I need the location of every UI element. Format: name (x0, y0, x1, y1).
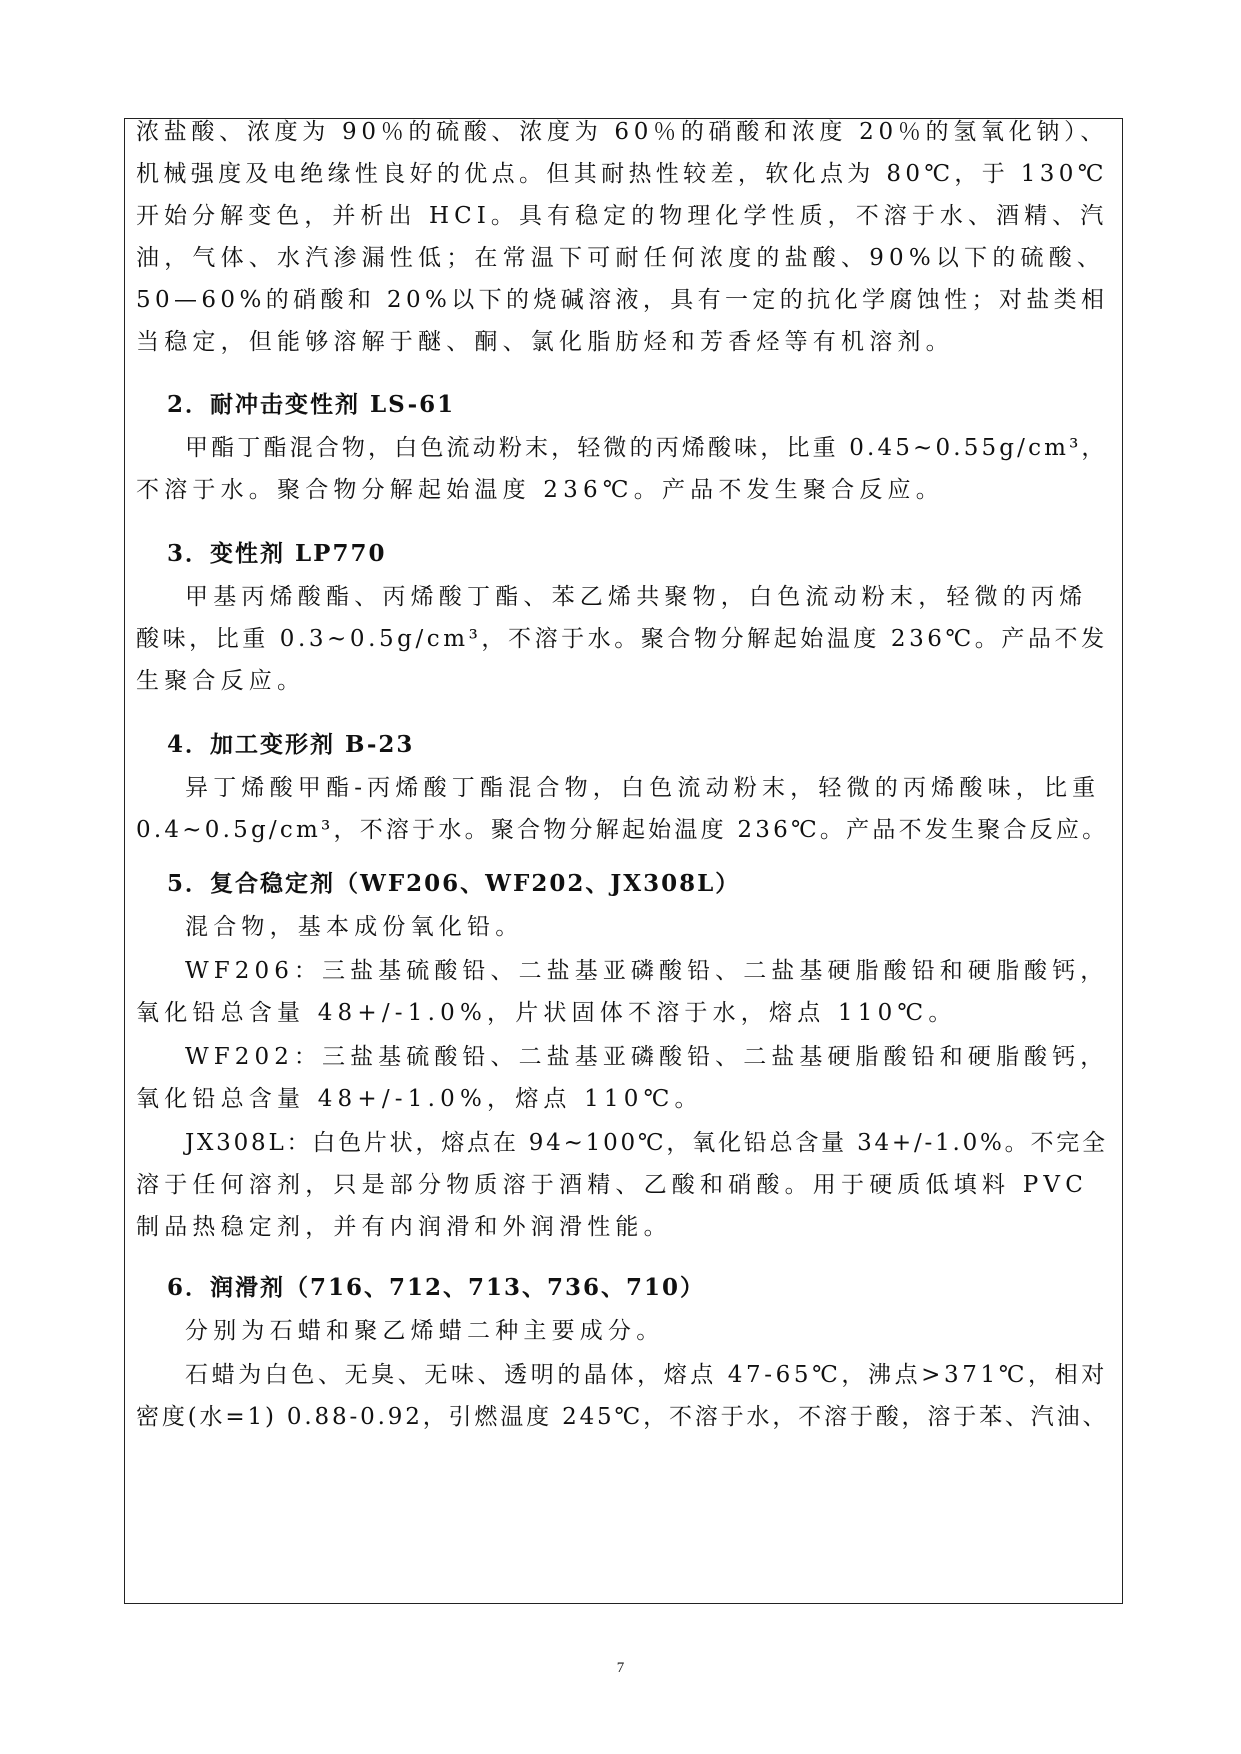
text-line: 混合物，基本成份氧化铅。 (185, 914, 524, 940)
text-line: 当稳定，但能够溶解于醚、酮、氯化脂肪烃和芳香烃等有机溶剂。 (136, 329, 954, 355)
text-line: WF206：三盐基硫酸铅、二盐基亚磷酸铅、二盐基硬脂酸铅和硬脂酸钙， (185, 958, 1109, 984)
text-line: 溶于任何溶剂，只是部分物质溶于酒精、乙酸和硝酸。用于硬质低填料 PVC (136, 1172, 1088, 1198)
text-line: 生聚合反应。 (136, 668, 306, 694)
text-line: 0.4~0.5g/cm³，不溶于水。聚合物分解起始温度 236℃。产品不发生聚合反应。 (136, 817, 1109, 843)
text-line: 开始分解变色，并析出 HCI。具有稳定的物理化学性质，不溶于水、酒精、汽 (136, 203, 1109, 229)
text-line: 不溶于水。聚合物分解起始温度 236℃。产品不发生聚合反应。 (136, 477, 944, 503)
section-heading: 5．复合稳定剂（WF206、WF202、JX308L） (167, 870, 741, 897)
text-line: JX308L：白色片状，熔点在 94~100℃，氧化铅总含量 34+/-1.0%。不完全 (185, 1130, 1108, 1156)
section-heading: 6．润滑剂（716、712、713、736、710） (167, 1274, 706, 1301)
text-line: 异丁烯酸甲酯-丙烯酸丁酯混合物，白色流动粉末，轻微的丙烯酸味，比重 (185, 775, 1101, 801)
text-line: 酸味，比重 0.3~0.5g/cm³，不溶于水。聚合物分解起始温度 236℃。产品不发 (136, 626, 1108, 652)
text-line: 密度(水=1) 0.88-0.92，引燃温度 245℃，不溶于水，不溶于酸，溶于苯、汽油、 (136, 1404, 1109, 1430)
text-line: WF202：三盐基硫酸铅、二盐基亚磷酸铅、二盐基硬脂酸铅和硬脂酸钙， (185, 1044, 1109, 1070)
text-line: 浓盐酸、浓度为 90％的硫酸、浓度为 60％的硝酸和浓度 20％的氢氧化钠）、 (136, 119, 1109, 145)
text-line: 甲基丙烯酸酯、丙烯酸丁酯、苯乙烯共聚物，白色流动粉末，轻微的丙烯 (185, 584, 1088, 610)
text-line: 石蜡为白色、无臭、无味、透明的晶体，熔点 47-65℃，沸点>371℃，相对 (185, 1362, 1108, 1388)
text-line: 氧化铅总含量 48+/-1.0%，片状固体不溶于水，熔点 110℃。 (136, 1000, 957, 1026)
text-line: 50—60%的硝酸和 20%以下的烧碱溶液，具有一定的抗化学腐蚀性；对盐类相 (136, 287, 1109, 313)
section-heading: 3．变性剂 LP770 (167, 540, 387, 567)
text-line: 氧化铅总含量 48+/-1.0%，熔点 110℃。 (136, 1086, 703, 1112)
section-heading: 4．加工变形剂 B-23 (167, 731, 415, 758)
text-line: 制品热稳定剂，并有内润滑和外润滑性能。 (136, 1214, 672, 1240)
section-heading: 2．耐冲击变性剂 LS-61 (167, 391, 456, 418)
text-line: 油，气体、水汽渗漏性低；在常温下可耐任何浓度的盐酸、90%以下的硫酸、 (136, 245, 1106, 271)
text-line: 机械强度及电绝缘性良好的优点。但其耐热性较差，软化点为 80℃，于 130℃ (136, 161, 1108, 187)
text-line: 甲酯丁酯混合物，白色流动粉末，轻微的丙烯酸味，比重 0.45~0.55g/cm³， (185, 435, 1108, 461)
page-number: 7 (616, 1660, 625, 1676)
text-line: 分别为石蜡和聚乙烯蜡二种主要成分。 (185, 1318, 665, 1344)
